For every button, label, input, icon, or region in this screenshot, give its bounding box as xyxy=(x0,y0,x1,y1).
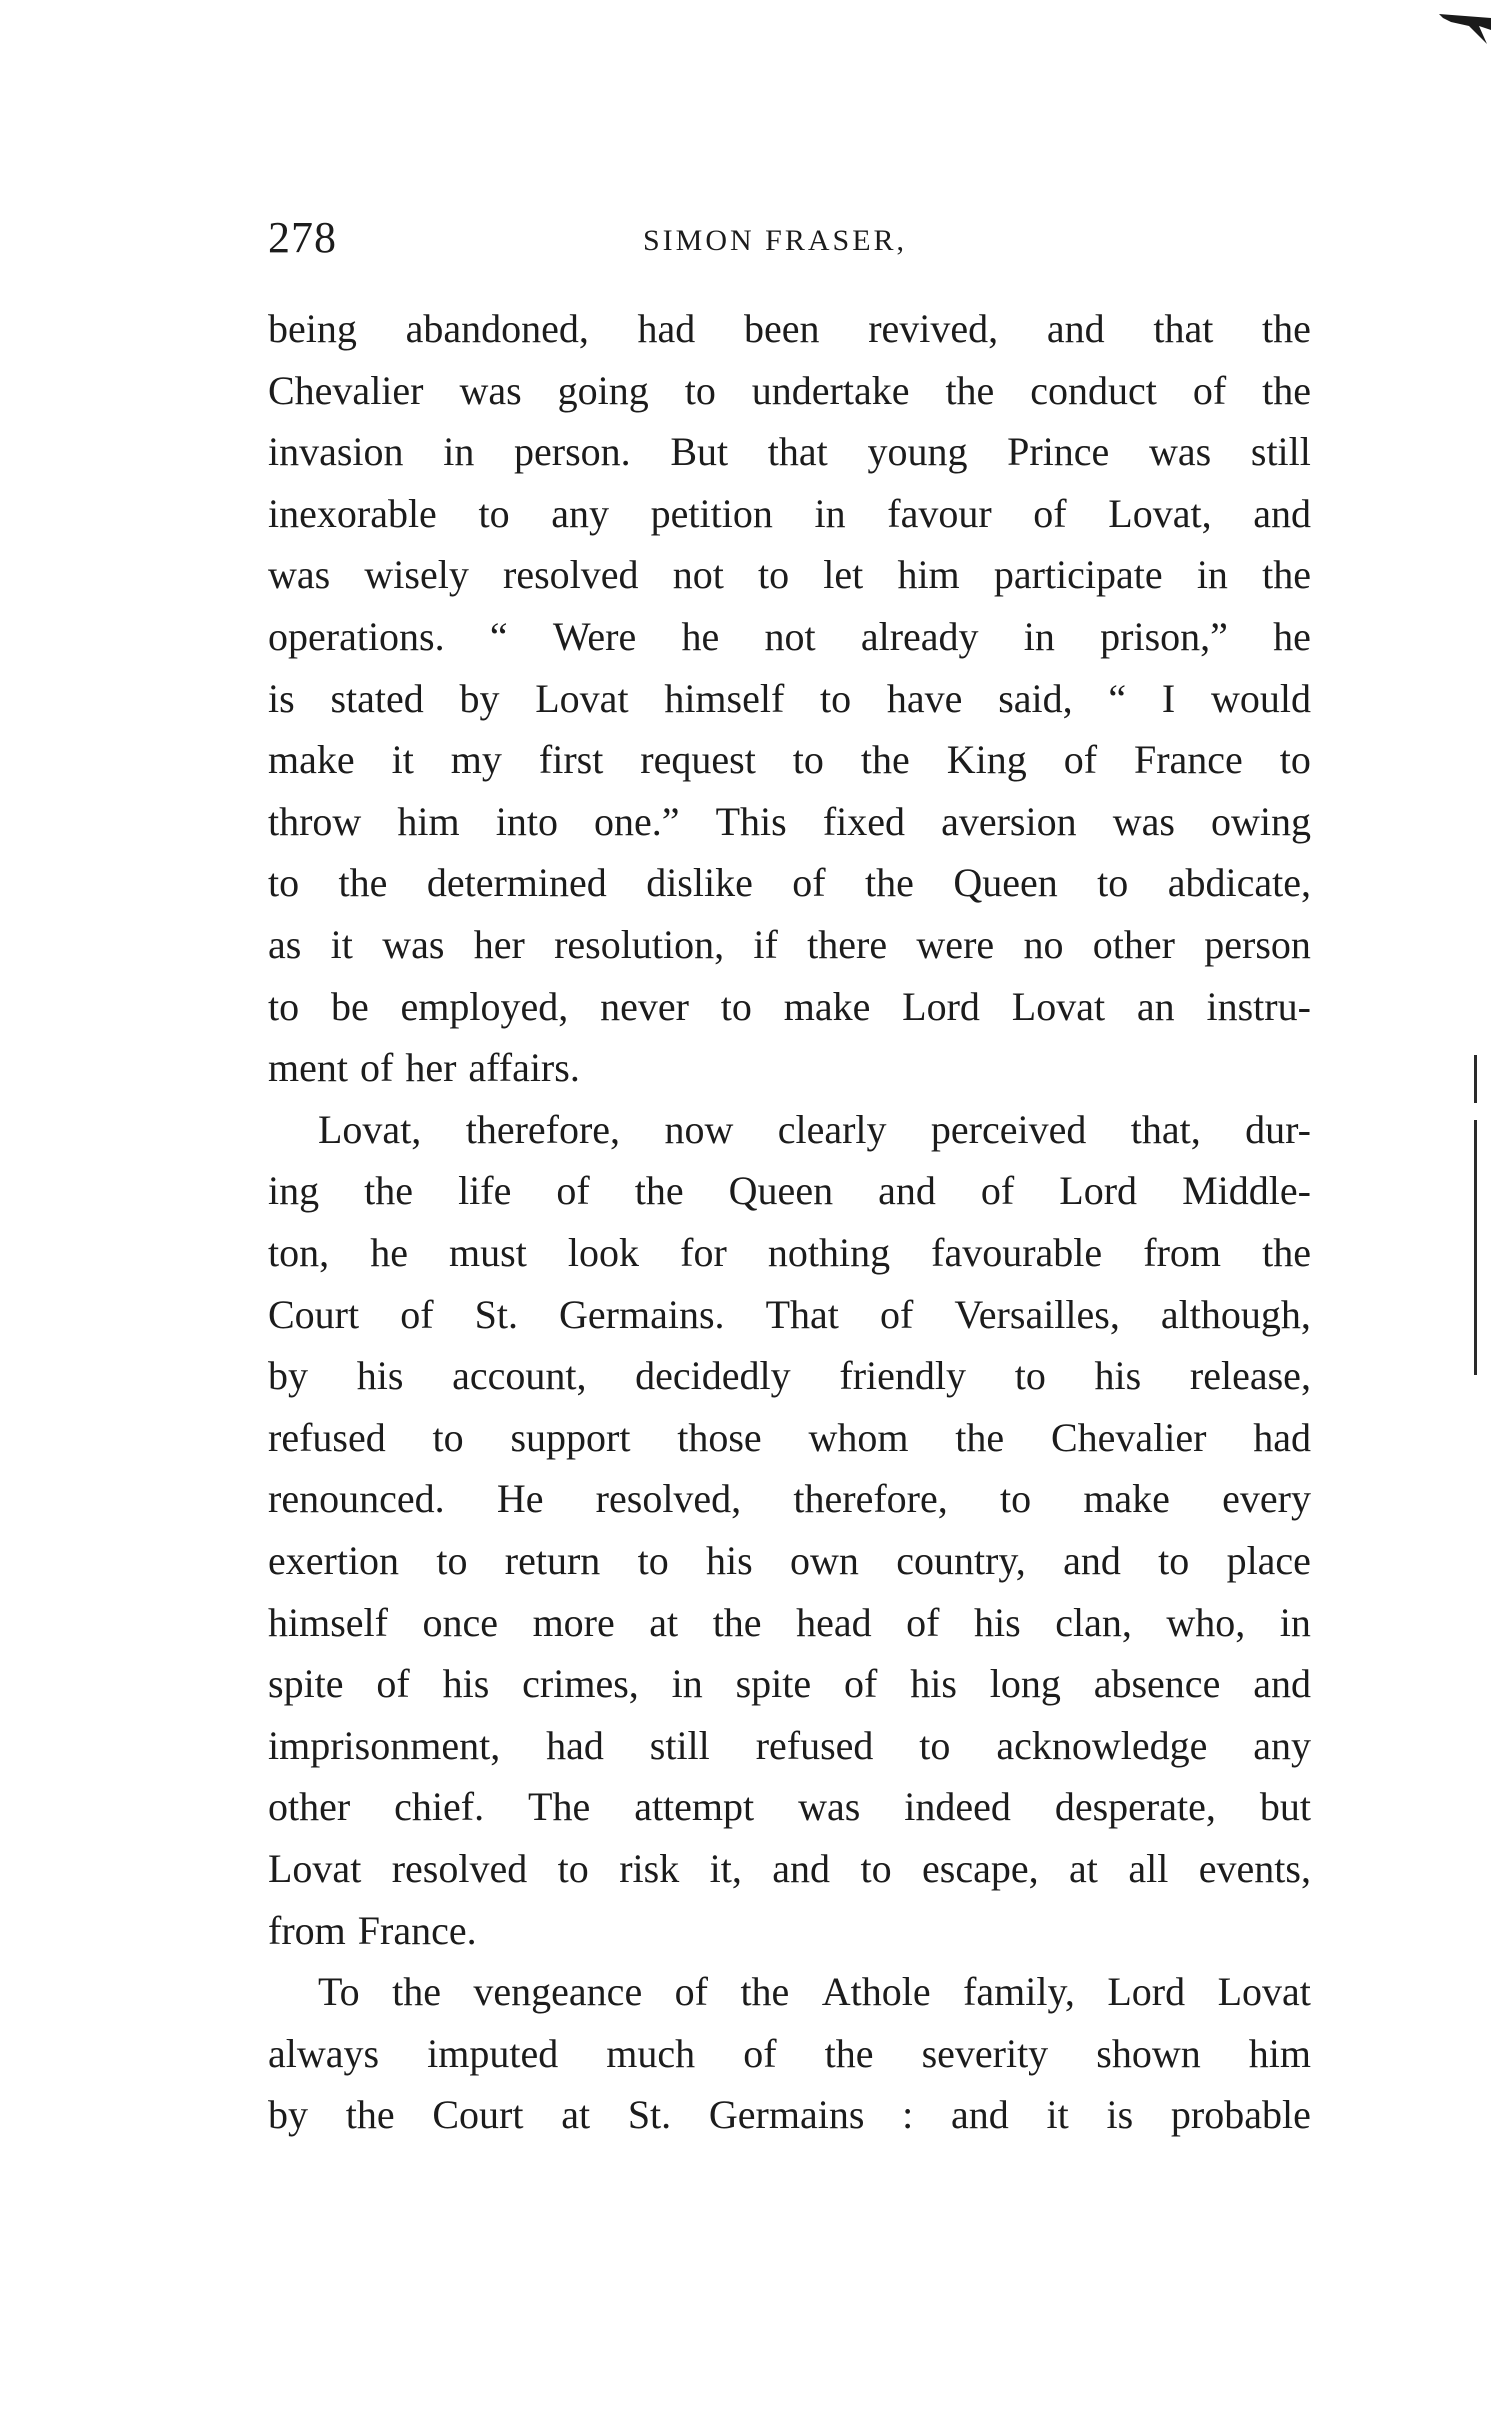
corner-ink-mark xyxy=(1421,0,1491,60)
text-line: operations. “ Were he not already in prison,” he xyxy=(268,614,1311,659)
page-number: 278 xyxy=(268,213,337,262)
text-line: Lovat resolved to risk it, and to escape, at all events, xyxy=(268,1846,1311,1891)
text-line: was wisely resolved not to let him participate in the xyxy=(268,552,1311,598)
text-line: inexorable to any petition in favour of Lovat, and xyxy=(268,490,1311,536)
text-line: himself once more at the head of his clan, who, in xyxy=(268,1599,1311,1645)
text-line: other chief. The attempt was indeed desperate, but xyxy=(268,1784,1311,1830)
text-line: make it my first request to the King of France to xyxy=(268,737,1311,783)
text-line: ing the life of the Queen and of Lord Middle- xyxy=(268,1168,1311,1214)
text-line: always imputed much of the severity shown him xyxy=(268,2030,1311,2076)
text-line: ment of her affairs. xyxy=(268,1045,580,1091)
text-line: to be employed, never to make Lord Lovat an instru- xyxy=(268,983,1311,1029)
text-line: Chevalier was going to undertake the conduct of the xyxy=(268,367,1311,413)
text-line: exertion to return to his own country, and to place xyxy=(268,1538,1311,1583)
margin-rule xyxy=(1474,1120,1477,1375)
text-line: by the Court at St. Germains : and it is probable xyxy=(268,2092,1311,2138)
text-line: refused to support those whom the Chevalier had xyxy=(268,1414,1311,1460)
text-line: Court of St. Germains. That of Versailles, although, xyxy=(268,1291,1311,1337)
text-line: To the vengeance of the Athole family, Lord Lovat xyxy=(318,1969,1311,2015)
text-line: Lovat, therefore, now clearly perceived that, dur- xyxy=(318,1106,1311,1152)
text-line: throw him into one.” This fixed aversion was owing xyxy=(268,798,1311,844)
text-line: from France. xyxy=(268,1907,477,1953)
running-head: SIMON FRASER, xyxy=(643,224,908,257)
text-line: imprisonment, had still refused to acknowledge any xyxy=(268,1722,1311,1768)
text-line: is stated by Lovat himself to have said, “ I would xyxy=(268,675,1311,721)
text-line: invasion in person. But that young Prince was still xyxy=(268,429,1311,475)
text-line: as it was her resolution, if there were no other person xyxy=(268,922,1311,967)
text-line: by his account, decidedly friendly to his release, xyxy=(268,1353,1311,1399)
page-header xyxy=(268,208,1311,268)
text-line: spite of his crimes, in spite of his long absence and xyxy=(268,1661,1311,1707)
text-line: being abandoned, had been revived, and that the xyxy=(268,306,1311,351)
text-line: to the determined dislike of the Queen to abdicate, xyxy=(268,860,1311,906)
margin-rule-top xyxy=(1474,1055,1477,1103)
text-line: ton, he must look for nothing favourable from the xyxy=(268,1230,1311,1275)
text-line: renounced. He resolved, therefore, to make every xyxy=(268,1476,1311,1522)
